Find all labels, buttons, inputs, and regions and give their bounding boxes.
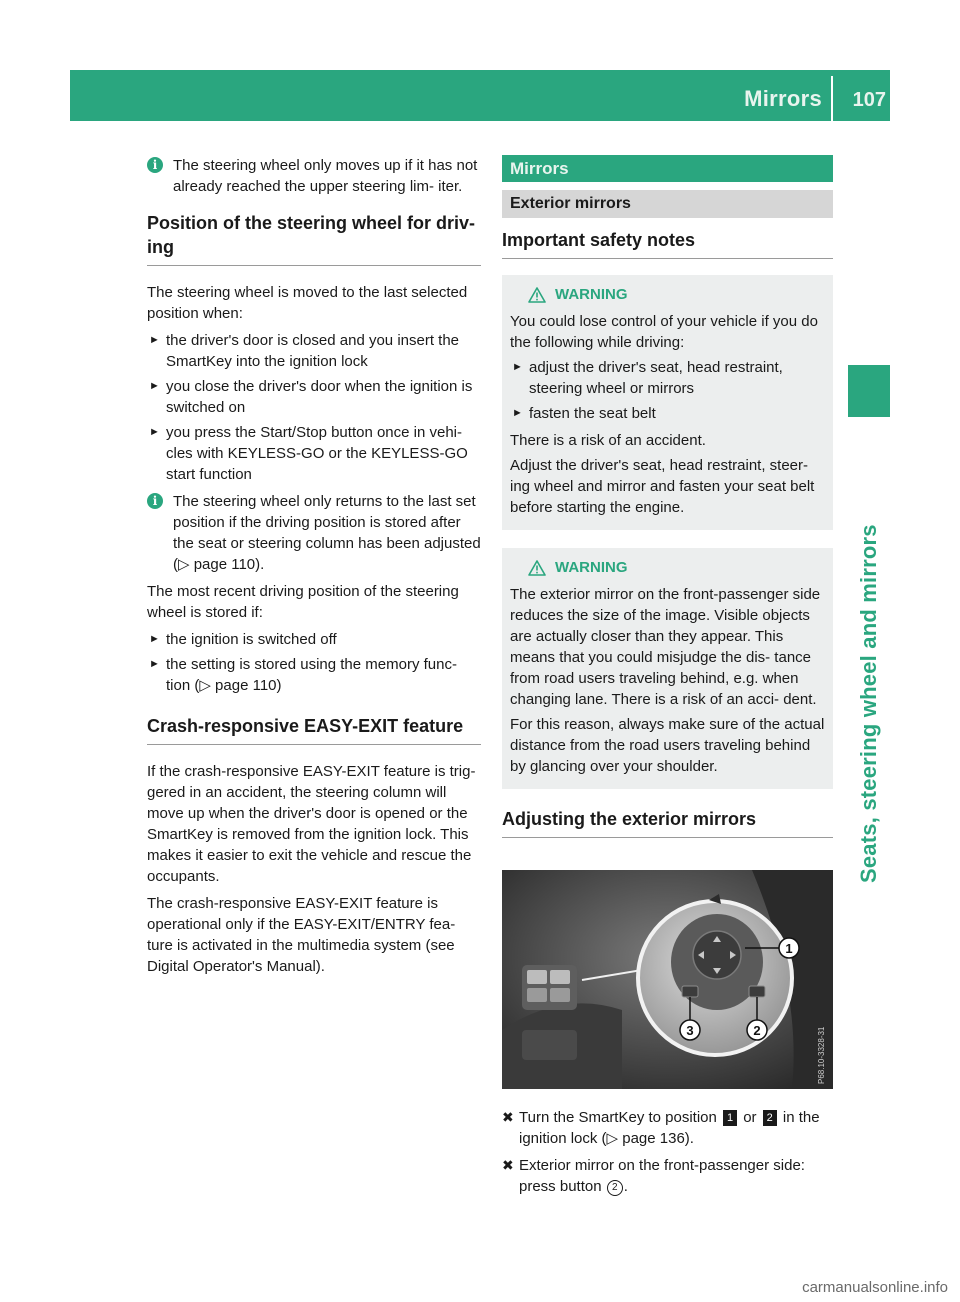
watermark: carmanualsonline.info <box>802 1279 948 1296</box>
callout-2: 2 <box>753 1023 761 1038</box>
header-title: Mirrors <box>744 86 822 111</box>
left-column <box>147 155 481 983</box>
paragraph: Adjust the driver's seat, head restraint, steer- ing wheel and mirror and fasten your seat belt before starting the engine. <box>510 457 815 516</box>
warning-box <box>502 548 833 789</box>
warning-header <box>510 557 825 578</box>
list-item: ► the driver's door is closed and you insert the SmartKey into the ignition lock <box>149 332 460 370</box>
bullet-icon: ► <box>149 334 160 346</box>
list-item: ► the ignition is switched off <box>149 631 337 648</box>
list-item: ► you press the Start/Stop button once in vehi- cles with KEYLESS-GO or the KEYLESS-GO start function <box>149 424 468 483</box>
paragraph: The exterior mirror on the front-passenger side reduces the size of the image. Visible objects are actually closer than they appear. This means that you could misjudge the dis- tance from road users traveling behind, e.g. when changing lane. There is a risk of an acci- dent. <box>510 586 821 708</box>
warning-header <box>510 284 825 305</box>
bullet-list <box>510 357 825 424</box>
section-title: Mirrors <box>502 155 833 182</box>
warning-label: WARNING <box>555 559 628 576</box>
button-callout-2: 2 <box>607 1180 623 1196</box>
list-item: ► you close the driver's door when the ignition is switched on <box>149 378 473 416</box>
instruction-steps <box>502 1107 833 1197</box>
paragraph: The crash-responsive EASY-EXIT feature is operational only if the EASY-EXIT/ENTRY fea- ture is activated in the multimedia system (see Digital Operator's Manual). <box>147 895 456 975</box>
position-key-2: 2 <box>763 1110 777 1126</box>
page-reference[interactable]: in the ignition lock (▷ page 136). <box>519 1109 820 1147</box>
info-note <box>147 491 481 575</box>
chapter-title: Seats, steering wheel and mirrors <box>856 524 881 883</box>
position-key-1: 1 <box>723 1110 737 1126</box>
instruction-step: ✖ Exterior mirror on the front-passenger side: press button 2 . <box>502 1157 805 1195</box>
paragraph: If the crash-responsive EASY-EXIT feature is trig- gered in an accident, the steering column will move up when the driver's door is opened or the SmartKey is removed from the ignition lock. This makes it easier to exit the vehicle and rescue the occupants. <box>147 763 476 885</box>
paragraph: There is a risk of an accident. <box>510 432 706 449</box>
bullet-icon: ► <box>512 407 523 419</box>
bullet-icon: ► <box>149 426 160 438</box>
info-icon: i <box>147 157 163 173</box>
warning-label: WARNING <box>555 286 628 303</box>
header-divider <box>831 76 833 121</box>
bullet-icon: ► <box>149 633 160 645</box>
page-header <box>70 70 890 121</box>
info-text[interactable]: The steering wheel only returns to the last set position if the driving position is stored after the seat or steering column has been adjusted (▷ page 110). <box>173 493 481 573</box>
info-icon: i <box>147 493 163 509</box>
list-item: ► fasten the seat belt <box>512 405 656 422</box>
step-arrow-icon: ✖ <box>502 1109 514 1125</box>
bullet-icon: ► <box>149 380 160 392</box>
page-number: 107 <box>852 89 886 111</box>
mirror-control-figure <box>502 870 833 1089</box>
section-heading: Important safety notes <box>502 228 833 259</box>
subsection-title: Exterior mirrors <box>502 190 833 218</box>
section-heading: Adjusting the exterior mirrors <box>502 807 833 838</box>
warning-box <box>502 275 833 530</box>
figure-code: P68.10-3328-31 <box>817 1026 826 1084</box>
info-text: The steering wheel only moves up if it has not already reached the upper steering lim- iter. <box>173 157 478 195</box>
paragraph: For this reason, always make sure of the actual distance from the road users traveling behind by glancing over your shoulder. <box>510 716 825 775</box>
info-note <box>147 155 481 197</box>
instruction-step: ✖ Turn the SmartKey to position 1 or 2 in the ignition lock (▷ page 136). <box>502 1109 820 1147</box>
warning-triangle-icon <box>528 560 546 576</box>
warning-triangle-icon <box>528 287 546 303</box>
bullet-list <box>147 330 481 485</box>
list-item: ► adjust the driver's seat, head restraint, steering wheel or mirrors <box>512 359 783 397</box>
paragraph: The steering wheel is moved to the last selected position when: <box>147 284 468 322</box>
list-item[interactable]: ► the setting is stored using the memory func- tion (▷ page 110) <box>149 656 457 694</box>
bullet-list <box>147 629 481 696</box>
bullet-icon: ► <box>149 658 160 670</box>
paragraph: You could lose control of your vehicle if you do the following while driving: <box>510 313 818 351</box>
callout-3: 3 <box>686 1023 694 1038</box>
step-arrow-icon: ✖ <box>502 1157 514 1173</box>
section-heading: Crash-responsive EASY-EXIT feature <box>147 714 481 745</box>
paragraph: The most recent driving position of the steering wheel is stored if: <box>147 583 459 621</box>
bullet-icon: ► <box>512 361 523 373</box>
chapter-tab <box>848 365 890 417</box>
callout-1: 1 <box>785 941 793 956</box>
section-heading: Position of the steering wheel for driv- ing <box>147 211 481 266</box>
right-column <box>502 155 833 1203</box>
